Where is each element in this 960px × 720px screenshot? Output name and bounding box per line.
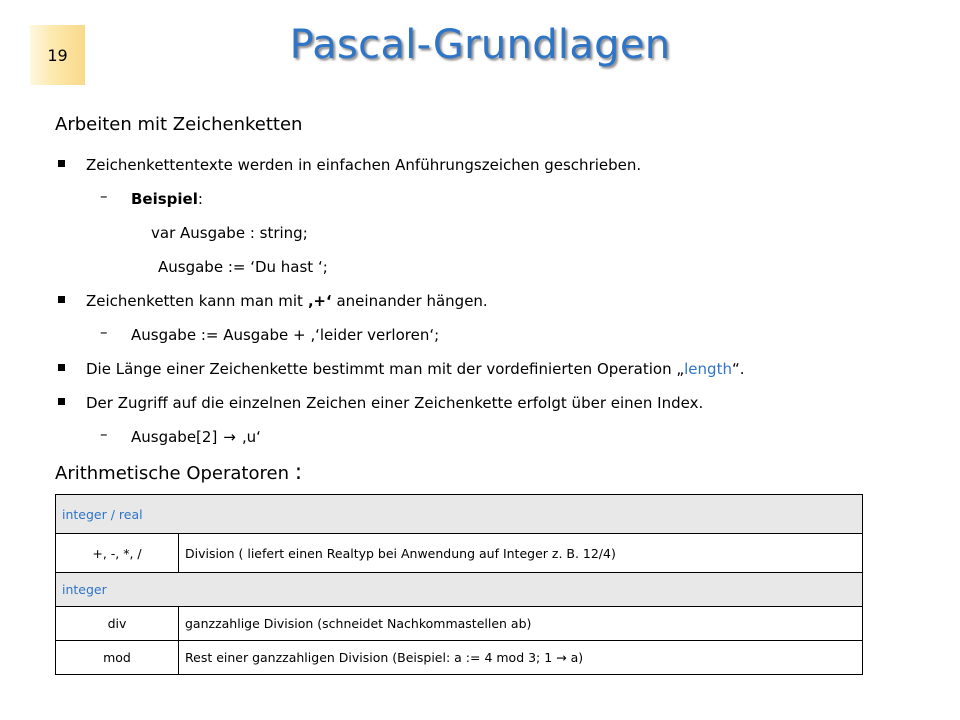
description-cell: ganzzahlige Division (schneidet Nachkommastellen ab): [179, 607, 863, 641]
bullet-square-icon: [58, 160, 65, 167]
bullet-text-post: aneinander hängen.: [336, 292, 488, 310]
length-keyword: length: [684, 360, 732, 378]
operators-table: [55, 494, 863, 675]
table-group-row: [56, 495, 863, 534]
index-result: ‚u‘: [241, 428, 261, 446]
bullet-text-pre: Die Länge einer Zeichenkette bestimmt man mit der vordefinierten Operation „: [86, 360, 685, 378]
section-heading-strings: Arbeiten mit Zeichenketten: [55, 114, 303, 135]
bullet-text: Zeichenkettentexte werden in einfachen Anführungszeichen geschrieben.: [86, 156, 642, 174]
dash-icon: –: [100, 425, 108, 443]
section-heading-text: Arithmetische Operatoren: [55, 463, 289, 484]
sub-bullet-concat-example: [58, 318, 918, 352]
table-row: [56, 641, 863, 675]
bullet-list: [58, 148, 918, 454]
bullet-quotes: [58, 148, 918, 182]
section-heading-colon: :: [294, 460, 303, 485]
table-row: [56, 607, 863, 641]
operator-cell: mod: [56, 641, 179, 675]
group-label: integer / real: [56, 495, 863, 534]
bullet-concat: [58, 284, 918, 318]
bullet-index: [58, 386, 918, 420]
operator-cell: +, -, *, /: [56, 534, 179, 573]
bullet-text-post: “.: [731, 360, 745, 378]
slide-title: Pascal-Grundlagen: [289, 22, 671, 68]
dash-icon: –: [100, 187, 108, 205]
bullet-text-pre: Zeichenketten kann man mit: [86, 292, 303, 310]
arrow-right-icon: →: [223, 428, 236, 446]
sub-bullet-example: [58, 182, 918, 216]
bullet-square-icon: [58, 364, 65, 371]
code-line-declaration: [58, 216, 918, 250]
description-cell: Rest einer ganzzahligen Division (Beispiel: a := 4 mod 3; 1 → a): [179, 641, 863, 675]
bullet-length: [58, 352, 918, 386]
example-colon: :: [197, 190, 203, 208]
operator-cell: div: [56, 607, 179, 641]
bullet-text: Der Zugriff auf die einzelnen Zeichen einer Zeichenkette erfolgt über einen Index.: [86, 394, 704, 412]
dash-icon: –: [100, 323, 108, 341]
table-group-row: [56, 573, 863, 607]
index-expression: Ausgabe[2]: [131, 428, 218, 446]
code-line-assignment: [58, 250, 918, 284]
table-row: [56, 534, 863, 573]
concat-operator: ‚+‘: [307, 292, 332, 310]
code-text: Ausgabe := ‘Du hast ‘;: [158, 258, 328, 276]
section-heading-operators: [55, 460, 302, 485]
group-label: integer: [56, 573, 863, 607]
code-text: var Ausgabe : string;: [151, 224, 308, 242]
slide-number-text: 19: [47, 45, 68, 65]
description-cell: Division ( liefert einen Realtyp bei Anwendung auf Integer z. B. 12/4): [179, 534, 863, 573]
sub-bullet-index-example: [58, 420, 918, 454]
example-label: Beispiel: [131, 190, 198, 208]
code-text: Ausgabe := Ausgabe + ‚‘leider verloren‘;: [131, 326, 440, 344]
bullet-square-icon: [58, 296, 65, 303]
bullet-square-icon: [58, 398, 65, 405]
